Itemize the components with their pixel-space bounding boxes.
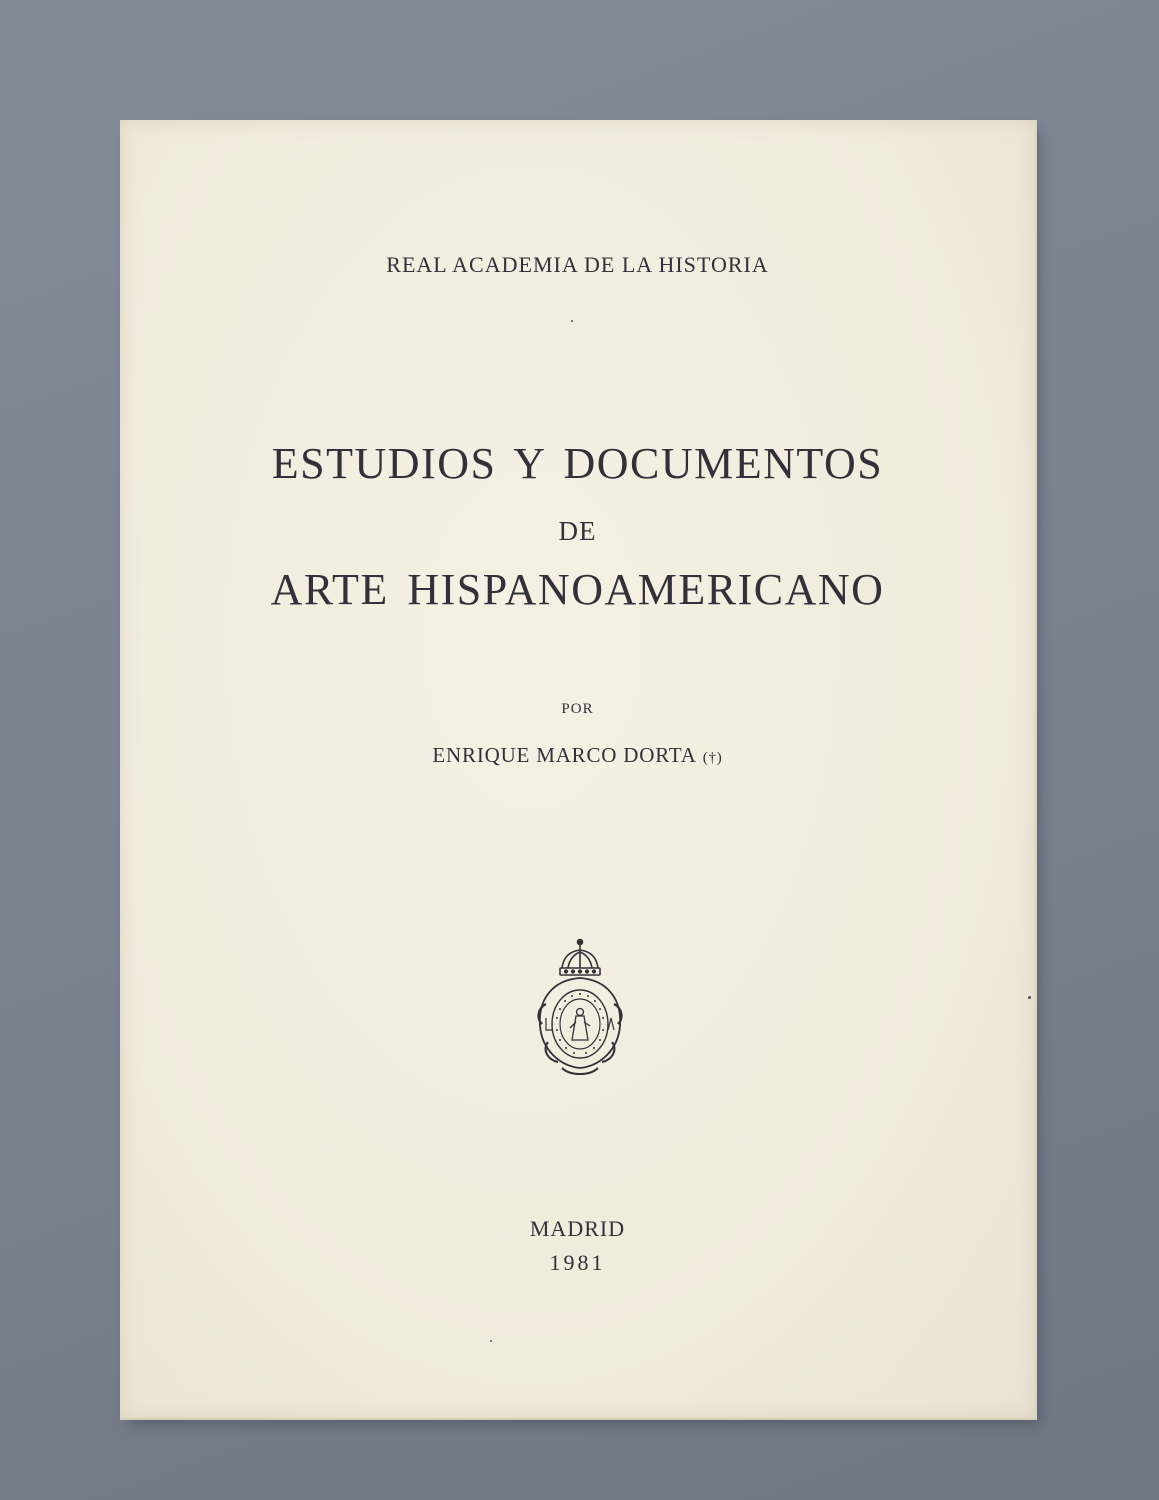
paper-speck: [490, 1340, 492, 1342]
author-name: ENRIQUE MARCO DORTA: [432, 743, 697, 767]
title-connector: DE: [558, 516, 597, 546]
author-line: [120, 743, 1035, 768]
royal-academy-crest-icon: [532, 938, 628, 1078]
book-cover: [120, 120, 1037, 1420]
publication-city: MADRID: [529, 1216, 626, 1241]
paper-speck: [571, 320, 573, 322]
publication-year: 1981: [549, 1250, 606, 1275]
deceased-mark: (†): [702, 750, 723, 766]
by-label: POR: [561, 701, 594, 717]
publisher-name: REAL ACADEMIA DE LA HISTORIA: [386, 252, 769, 277]
title-line-2: ARTE HISPANOAMERICANO: [270, 565, 885, 614]
title-line-1: ESTUDIOS Y DOCUMENTOS: [271, 439, 884, 488]
paper-speck: [1028, 996, 1031, 999]
